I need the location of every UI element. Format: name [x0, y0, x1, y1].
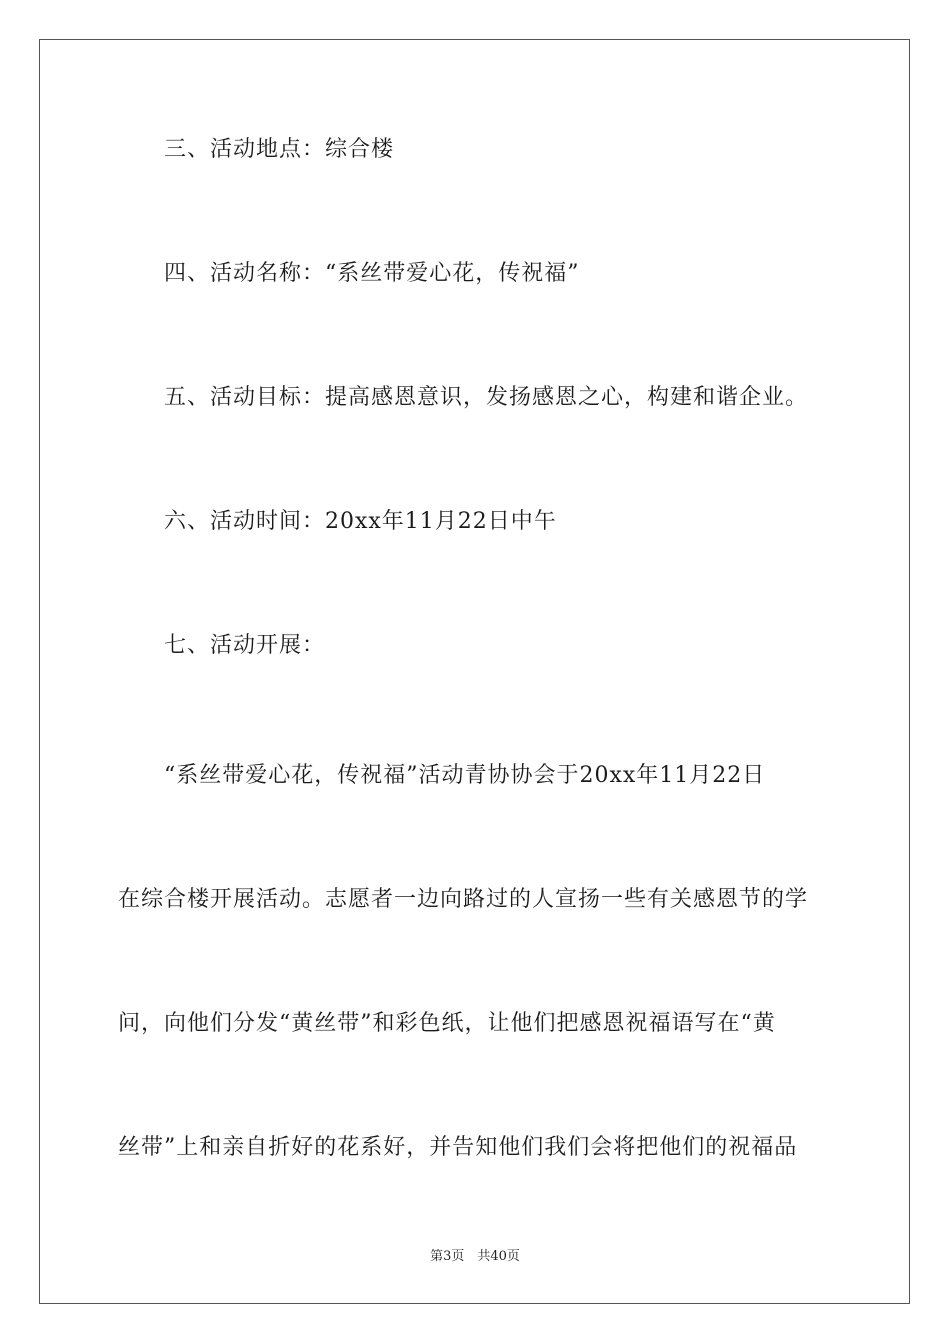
- paragraph-line-4: 丝带”上和亲自折好的花系好，并告知他们我们会将把他们的祝福品: [118, 1135, 798, 1160]
- section-three-location: 三、活动地点：综合楼: [118, 137, 395, 162]
- section-six-time: 六、活动时间：20xx年11月22日中午: [118, 509, 557, 534]
- paragraph-line-1: “系丝带爱心花，传祝福”活动青协协会于20xx年11月22日: [118, 763, 766, 788]
- page-number-footer: 第3页 共40页: [430, 1249, 520, 1264]
- page-border: [39, 39, 910, 1304]
- section-five-goal: 五、活动目标：提高感恩意识，发扬感恩之心，构建和谐企业。: [118, 385, 809, 410]
- paragraph-line-3: 问，向他们分发“黄丝带”和彩色纸，让他们把感恩祝福语写在“黄: [118, 1011, 776, 1036]
- section-seven-heading: 七、活动开展：: [118, 633, 326, 658]
- section-four-name: 四、活动名称：“系丝带爱心花，传祝福”: [118, 261, 580, 286]
- paragraph-line-2: 在综合楼开展活动。志愿者一边向路过的人宣扬一些有关感恩节的学: [118, 887, 809, 912]
